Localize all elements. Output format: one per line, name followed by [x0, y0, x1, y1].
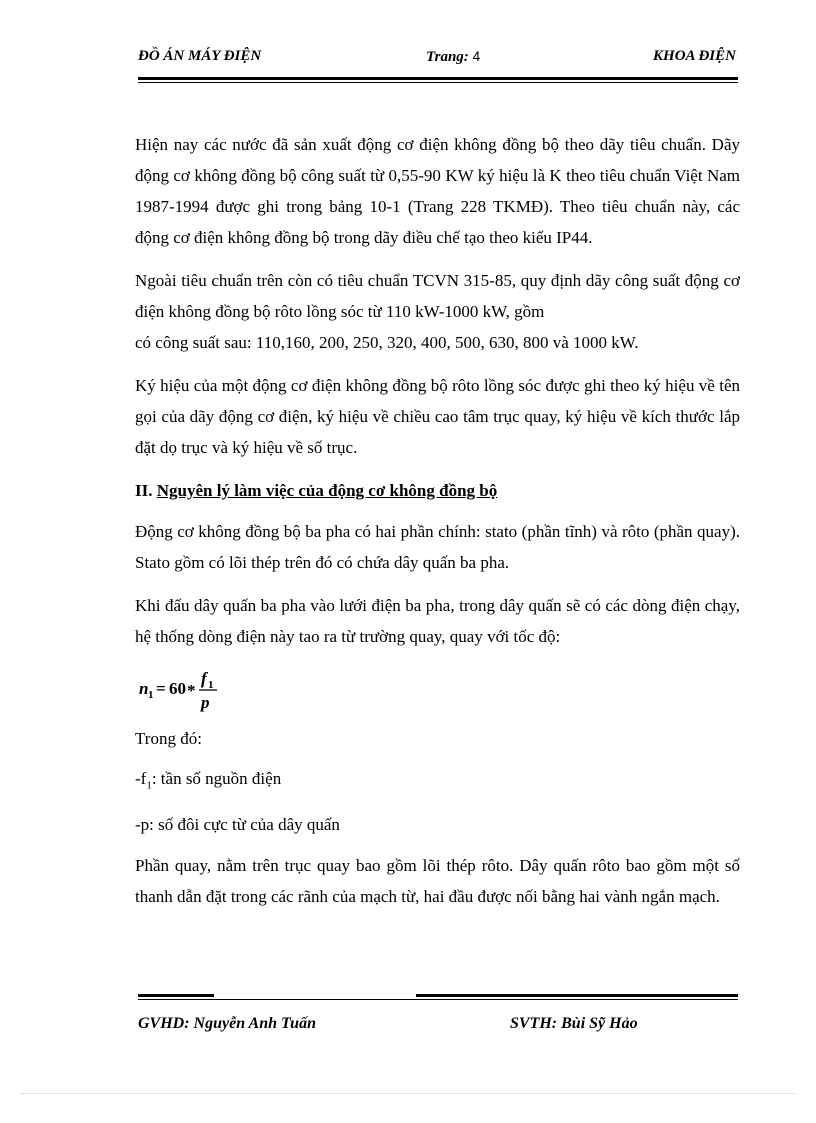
- footer-rules: [138, 994, 738, 1002]
- header-rule-thick: [138, 77, 738, 80]
- footer-rule-right: [416, 994, 738, 997]
- paragraph-tcvn: Ngoài tiêu chuẩn trên còn có tiêu chuẩn TCVN 315-85, quy định dãy công suất động cơ điện không đồng bộ rôto lồng sóc từ 110 kW-1000 kW, gồm: [135, 271, 740, 321]
- page-body: [135, 129, 740, 924]
- formula-lhs: n: [139, 679, 149, 698]
- formula-numerator: f: [201, 669, 207, 688]
- header-rule-thin: [138, 82, 738, 83]
- definition-pole-pairs: [135, 810, 740, 840]
- page-header: [138, 48, 738, 68]
- formula-times: *: [187, 681, 196, 700]
- formula-equals: =: [156, 679, 166, 698]
- speed-formula: [137, 664, 740, 716]
- header-course-title: ĐỒ ÁN MÁY ĐIỆN: [138, 48, 262, 64]
- footer-rule-left: [138, 994, 214, 997]
- footer-supervisor: GVHD: Nguyễn Anh Tuấn: [138, 1015, 316, 1032]
- header-page-number: 4: [472, 48, 481, 64]
- paragraph-structure: Động cơ không đồng bộ ba pha có hai phần chính: stato (phần tĩnh) và rôto (phần quay). Stato gồm có lõi thép trên đó có chứa dây quấn ba pha.: [135, 522, 740, 572]
- page-bottom-divider: [20, 1093, 796, 1094]
- header-page-info: [426, 48, 480, 66]
- where-label: Trong đó:: [135, 729, 202, 748]
- paragraph-standards: Hiện nay các nước đã sản xuất động cơ điện không đồng bộ theo dãy tiêu chuẩn. Dãy động cơ không đồng bộ công suất từ 0,55-90 KW ký hiệu là K theo tiêu chuẩn Việt Nam 1987-1994 được ghi trong bảng 10-1 (Trang 228 TKMĐ). Theo tiêu chuẩn này, các động cơ điện không đồng bộ trong dãy điều chế tạo theo kiểu IP44.: [135, 135, 740, 247]
- definition-text: : tần số nguồn điện: [151, 769, 282, 788]
- definition-symbol: -p: [135, 815, 150, 835]
- header-page-label: Trang:: [426, 49, 469, 65]
- formula-graphic: [137, 664, 227, 716]
- definition-symbol: -f: [135, 769, 147, 788]
- formula-denominator: p: [201, 693, 210, 712]
- definition-frequency: [135, 764, 740, 800]
- paragraph-notation: Ký hiệu của một động cơ điện không đồng bộ rôto lồng sóc được ghi theo ký hiệu về tên gọi của dãy động cơ điện, ký hiệu về chiều cao tâm trục quay, ký hiệu về kích thước lắp đặt dọ trục và ký hiệu về số trục.: [135, 376, 740, 457]
- formula-coefficient: 60: [169, 679, 186, 698]
- definition-subscript: 1: [146, 779, 152, 792]
- footer-student: SVTH: Bùi Sỹ Hảo: [510, 1015, 638, 1032]
- section-number: II.: [135, 481, 153, 500]
- paragraph-power-list: có công suất sau: 110,160, 200, 250, 320, 400, 500, 630, 800 và 1000 kW.: [135, 333, 639, 352]
- footer-rule-thin: [138, 999, 738, 1000]
- section-title: Nguyên lý làm việc của động cơ không đồng bộ: [156, 481, 498, 500]
- section-heading: [135, 475, 740, 506]
- formula-numerator-sub: 1: [208, 679, 214, 691]
- paragraph-principle: Khi đấu dây quấn ba pha vào lưới điện ba pha, trong dây quấn sẽ có các dòng điện chạy, hệ thống dòng điện này tao ra từ trường quay, quay với tốc độ:: [135, 596, 740, 646]
- paragraph-rotor: Phần quay, nằm trên trục quay bao gồm lõi thép rôto. Dây quấn rôto bao gồm một số thanh dẫn đặt trong các rãnh của mạch từ, hai đầu được nối bằng hai vành ngắn mạch.: [135, 856, 740, 907]
- formula-lhs-sub: 1: [148, 689, 154, 701]
- definition-text: : số đôi cực từ của dây quấn: [149, 815, 340, 835]
- header-department: KHOA ĐIỆN: [653, 48, 736, 64]
